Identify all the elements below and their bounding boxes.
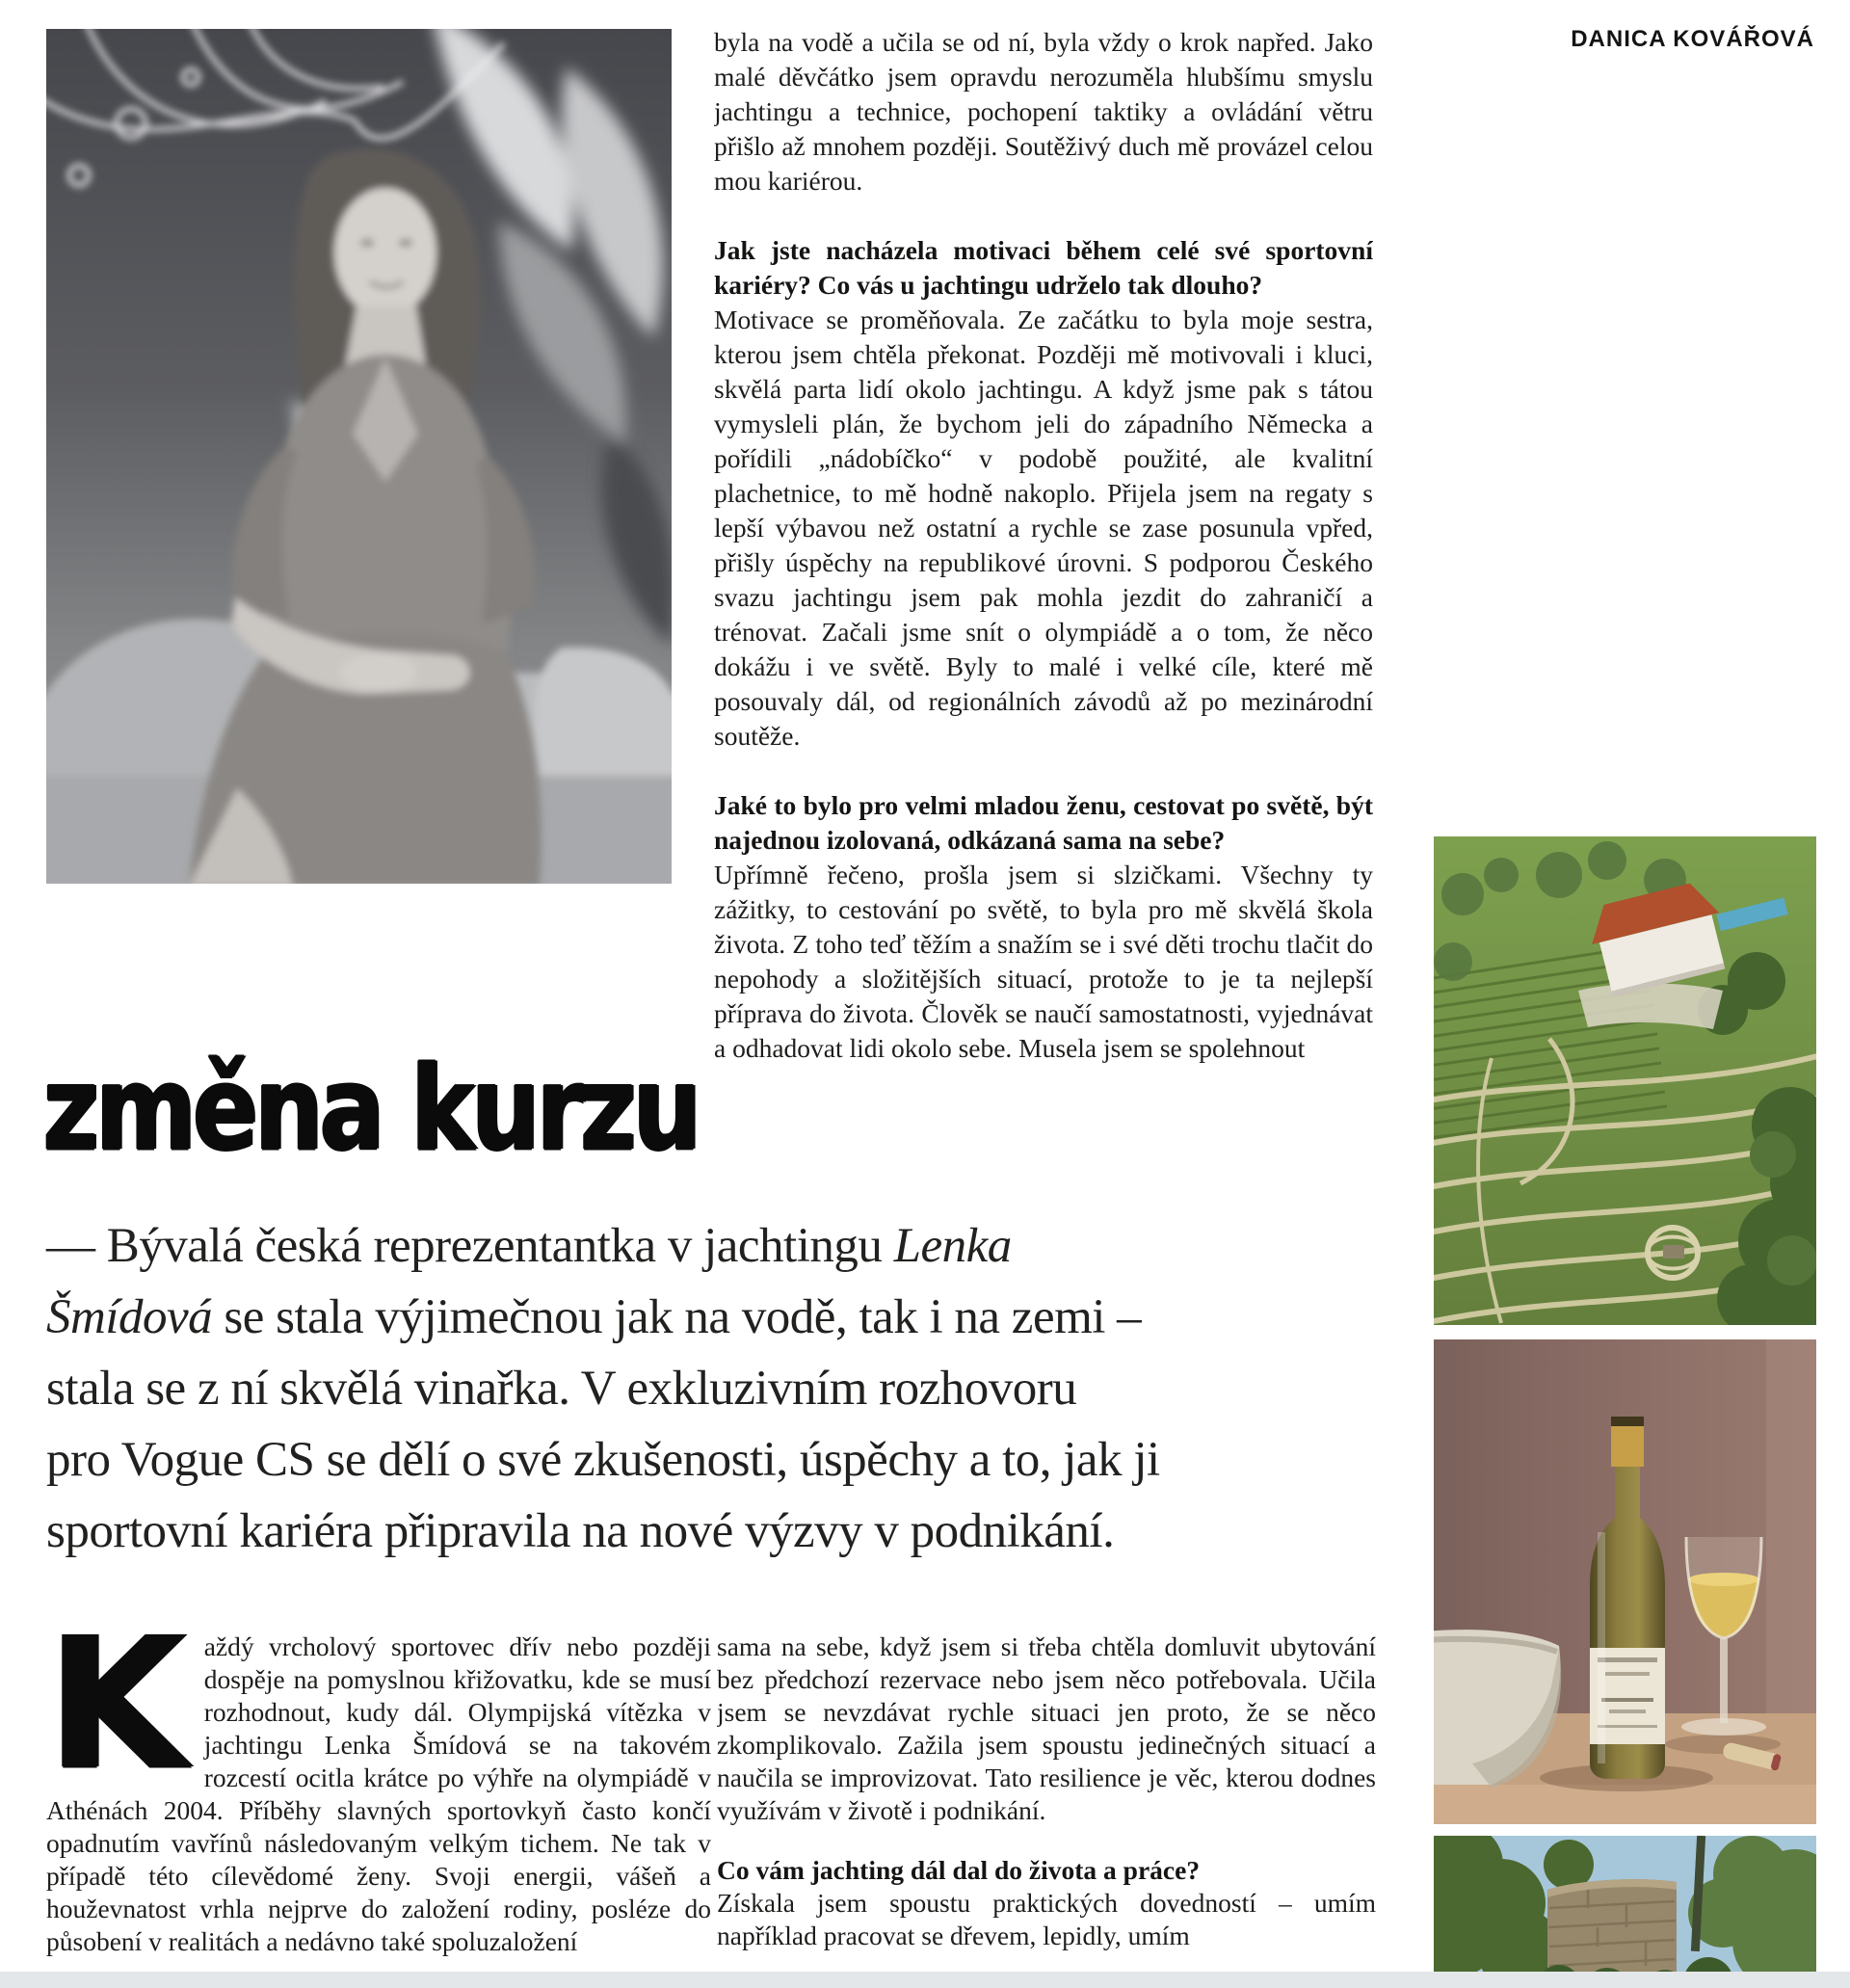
article-headline: změna kurzu: [42, 1043, 698, 1177]
page-bottom-edge: [0, 1972, 1850, 1988]
interview-question-2: Jaké to bylo pro velmi mladou ženu, cestovat po světě, být najednou izolovaná, odkázaná sama na sebe?: [714, 790, 1373, 855]
author-byline: DANICA KOVÁŘOVÁ: [1571, 26, 1814, 52]
interview-answer-1: Motivace se proměňovala. Ze začátku to byla moje sestra, kterou jsem chtěla překonat. Později mě motivovali i kluci, skvělá parta lidí okolo jachtingu. A když jsme pak s tátou vymysleli plán, že bychom jeli do západního Německa a pořídili „nádobíčko“ v podobě použité, ale kvalitní plachetnice, to mě hodně nakoplo. Přijela jsem na regaty s lepší výbavou než ostatní a rychle se zase posunula vpřed, přišly úspěchy na republikové úrovni. S podporou Českého svazu jachtingu jsem pak mohla jezdit do zahraničí a trénovat. Začali jsme snít o olympiádě a o tom, že něco dokážu i ve světě. Byly to malé i velké cíle, které mě posouvaly dál, od regionálních závodů až po mezinárodní soutěže.: [714, 305, 1373, 751]
lead-paragraph: [46, 1210, 1429, 1567]
lead-line: [46, 1210, 1429, 1282]
vineyard-wall-photo: [1434, 1836, 1816, 1988]
intro-text: aždý vrcholový sportovec dřív nebo později dospěje na pomyslnou křižovatku, kde se musí rozhodnout, kudy dál. Olympijská vítězka v jachtingu Lenka Šmídová se na takovém rozcestí ocitla krátce po výhře na olympiádě v Athénách 2004. Příběhy slavných sportovkyň často končí opadnutím vavřínů následovaným velkým tichem. Ne tak v případě této cílevědomé ženy. Svoji energii, vášeň a houževnatost vrhla nejprve do založení rodiny, posléze do působení v realitách a nedávno také spoluzaložení: [46, 1631, 711, 1956]
interview-answer-3: Získala jsem spoustu praktických dovedností – umím například pracovat se dřevem, lepidly, umím: [717, 1888, 1376, 1950]
lead-name-italic: Lenka: [893, 1219, 1012, 1273]
lead-line: sportovní kariéra připravila na nové výzvy v podnikání.: [46, 1504, 1115, 1558]
lead-line: [46, 1282, 1429, 1353]
lead-text: se stala výjimečnou jak na vodě, tak i na zemi –: [212, 1290, 1142, 1344]
interview-question-1: Jak jste nacházela motivaci během celé své sportovní kariéry? Co vás u jachtingu udrželo tak dlouho?: [714, 235, 1373, 300]
continuation-paragraph: sama na sebe, když jsem si třeba chtěla domluvit ubytování bez předchozí rezervace nebo jsem něco potřebovala. Učila jsem se nevzdávat rychle situaci jen proto, že se něco zkomplikovalo. Zažila jsem spoustu jedinečných situací a naučila se improvizovat. Tato resilience je věc, kterou dodnes využívám v životě i podnikání.: [717, 1631, 1376, 1825]
lead-name-italic: Šmídová: [46, 1290, 213, 1344]
interview-question-3: Co vám jachting dál dal do života a práce?: [717, 1855, 1201, 1885]
continuation-column: [717, 1630, 1376, 1972]
portrait-photo: [46, 29, 672, 884]
lead-line: pro Vogue CS se dělí o své zkušenosti, úspěchy a to, jak ji: [46, 1433, 1160, 1487]
vineyard-aerial-photo: [1434, 836, 1816, 1325]
intro-column: [46, 1630, 711, 1972]
interview-answer-2: Upřímně řečeno, prošla jsem si slzičkami. Všechny ty zážitky, to cestování po světě, to byla pro mě skvělá škola života. Z toho teď těžím a snažím se i své děti trochu tlačit do nepohody a složitějších situací, protože to je ta nejlepší příprava do života. Člověk se naučí samostatnosti, vyjednávat a odhadovat lidi okolo sebe. Musela jsem se spolehnout: [714, 860, 1373, 1063]
wine-bottle-photo: [1434, 1339, 1816, 1824]
drop-cap: K: [46, 1630, 187, 1810]
intro-paragraph: [46, 1630, 711, 1958]
body-paragraph-continuation: byla na vodě a učila se od ní, byla vždy o krok napřed. Jako malé děvčátko jsem opravdu nerozuměla hlubšímu smyslu jachtingu a technice, pochopení taktiky a ovládání větru přišlo až mnohem později. Soutěživý duch mě provázel celou mou kariérou.: [714, 27, 1373, 196]
lead-line: stala se z ní skvělá vinařka. V exkluzivním rozhovoru: [46, 1362, 1077, 1416]
lead-text: — Bývalá česká reprezentantka v jachtingu: [46, 1219, 894, 1273]
interview-column: [714, 25, 1373, 1162]
